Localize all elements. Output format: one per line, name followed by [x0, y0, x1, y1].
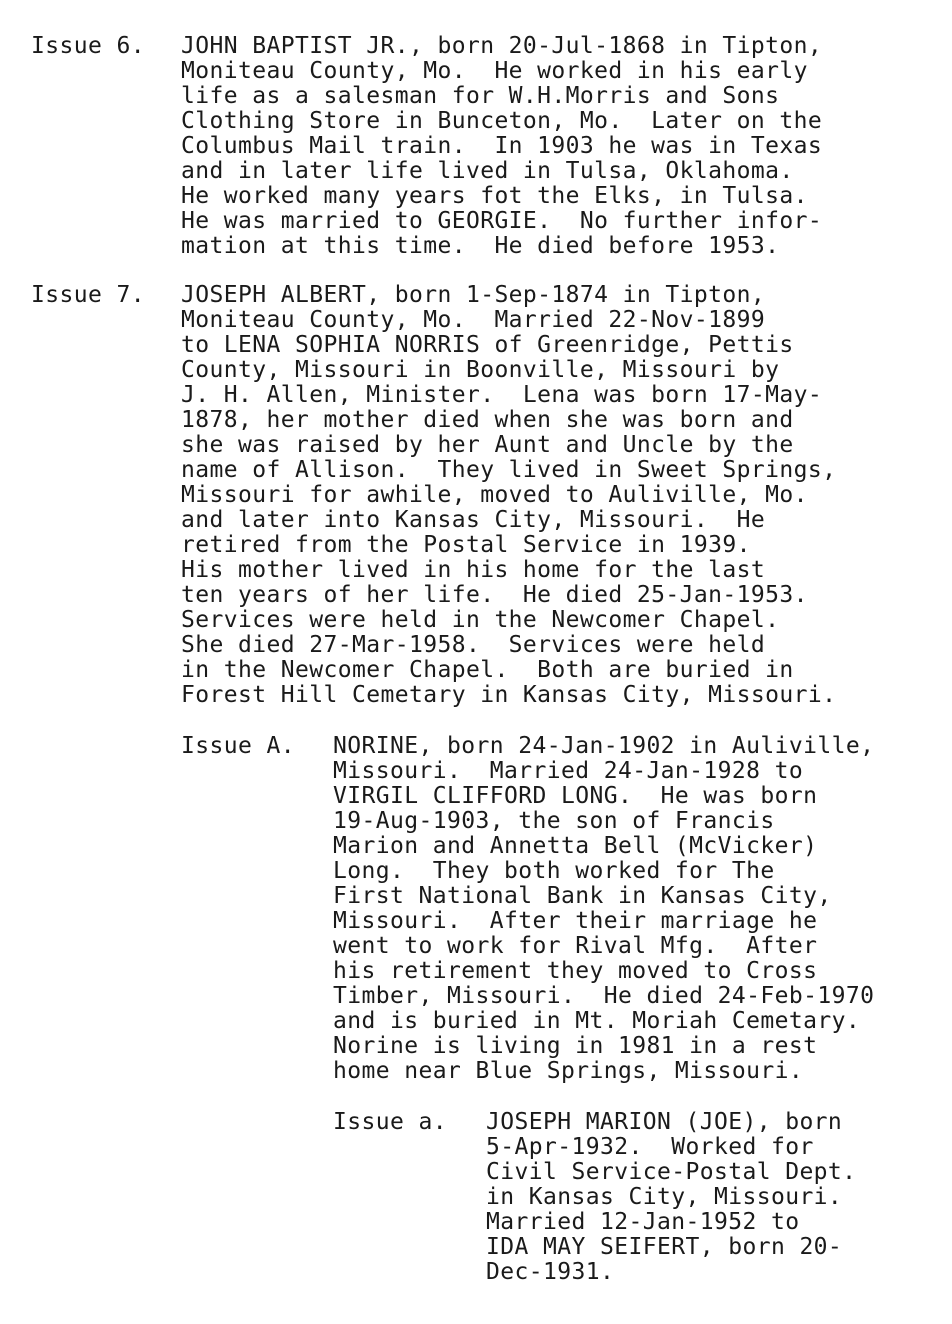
text-line: 19-Aug-1903, the son of Francis [333, 808, 775, 834]
text-line: life as a salesman for W.H.Morris and Sons [181, 83, 780, 109]
text-line: Timber, Missouri. He died 24-Feb-1970 [333, 983, 875, 1009]
issue-text [333, 734, 874, 1084]
text-line: to LENA SOPHIA NORRIS of Greenridge, Pettis [181, 332, 794, 358]
text-line: VIRGIL CLIFFORD LONG. He was born [333, 783, 818, 809]
issue-label: Issue a. [333, 1109, 447, 1135]
text-line: 5-Apr-1932. Worked for [486, 1134, 814, 1160]
text-line: ten years of her life. He died 25-Jan-1953. [181, 582, 808, 608]
text-line: mation at this time. He died before 1953. [181, 233, 780, 259]
text-line: County, Missouri in Boonville, Missouri by [181, 357, 780, 383]
text-line: home near Blue Springs, Missouri. [333, 1058, 804, 1084]
text-line: she was raised by her Aunt and Uncle by the [181, 432, 794, 458]
text-line: name of Allison. They lived in Sweet Springs, [181, 457, 837, 483]
text-line: went to work for Rival Mfg. After [333, 933, 818, 959]
text-line: His mother lived in his home for the last [181, 557, 766, 583]
text-line: 1878, her mother died when she was born and [181, 407, 794, 433]
text-line: Clothing Store in Bunceton, Mo. Later on the [181, 108, 823, 134]
issue-text [181, 34, 822, 259]
text-line: Civil Service-Postal Dept. [486, 1159, 857, 1185]
text-line: IDA MAY SEIFERT, born 20- [486, 1234, 843, 1260]
issue-label: Issue 6. [31, 33, 145, 59]
issue-label: Issue A. [181, 733, 295, 759]
text-line: and later into Kansas City, Missouri. He [181, 507, 766, 533]
text-line: Moniteau County, Mo. He worked in his early [181, 58, 808, 84]
text-line: retired from the Postal Service in 1939. [181, 532, 751, 558]
text-line: JOHN BAPTIST JR., born 20-Jul-1868 in Tipton, [181, 33, 823, 59]
text-line: in the Newcomer Chapel. Both are buried in [181, 657, 794, 683]
issue-text [486, 1110, 856, 1285]
text-line: his retirement they moved to Cross [333, 958, 818, 984]
text-line: Married 12-Jan-1952 to [486, 1209, 800, 1235]
text-line: First National Bank in Kansas City, [333, 883, 832, 909]
text-line: Moniteau County, Mo. Married 22-Nov-1899 [181, 307, 766, 333]
text-line: J. H. Allen, Minister. Lena was born 17-May- [181, 382, 823, 408]
text-line: Norine is living in 1981 in a rest [333, 1033, 818, 1059]
text-line: NORINE, born 24-Jan-1902 in Auliville, [333, 733, 875, 759]
text-line: in Kansas City, Missouri. [486, 1184, 843, 1210]
text-line: Services were held in the Newcomer Chapel. [181, 607, 780, 633]
text-line: Columbus Mail train. In 1903 he was in Texas [181, 133, 823, 159]
text-line: Forest Hill Cemetary in Kansas City, Missouri. [181, 682, 837, 708]
text-line: Dec-1931. [486, 1259, 615, 1285]
issue-label: Issue 7. [31, 282, 145, 308]
text-line: Missouri. Married 24-Jan-1928 to [333, 758, 804, 784]
text-line: Long. They both worked for The [333, 858, 775, 884]
text-line: Missouri for awhile, moved to Auliville, Mo. [181, 482, 808, 508]
text-line: He worked many years fot the Elks, in Tulsa. [181, 183, 808, 209]
text-line: He was married to GEORGIE. No further infor- [181, 208, 823, 234]
text-line: and is buried in Mt. Moriah Cemetary. [333, 1008, 861, 1034]
text-line: She died 27-Mar-1958. Services were held [181, 632, 766, 658]
text-line: JOSEPH MARION (JOE), born [486, 1109, 843, 1135]
text-line: Marion and Annetta Bell (McVicker) [333, 833, 818, 859]
text-line: Missouri. After their marriage he [333, 908, 818, 934]
text-line: and in later life lived in Tulsa, Oklahoma. [181, 158, 794, 184]
issue-text [181, 283, 836, 708]
text-line: JOSEPH ALBERT, born 1-Sep-1874 in Tipton, [181, 282, 766, 308]
